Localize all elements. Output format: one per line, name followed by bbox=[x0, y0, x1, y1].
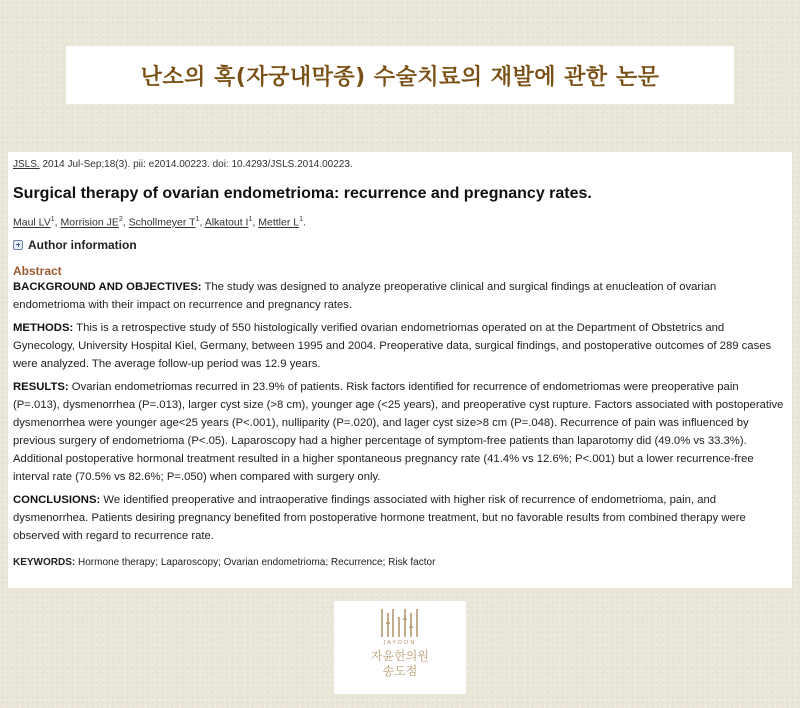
author-information-toggle[interactable] bbox=[13, 238, 786, 252]
abstract-section-background bbox=[13, 278, 786, 314]
author-link[interactable]: Mettler L bbox=[258, 216, 300, 229]
title-banner bbox=[66, 46, 734, 104]
citation-details: 2014 Jul-Sep;18(3). pii: e2014.00223. doi: 10.4293/JSLS.2014.00223. bbox=[39, 159, 353, 170]
section-text: We identified preoperative and intraoperative findings associated with higher risk of recurrence of endometrioma, pain, and dysmenorrhea. Patients desiring pregnancy benefited from postoperative hormone treatment, but no favorable results from combined therapy were observed with regard to recurrence rate. bbox=[13, 493, 746, 542]
clinic-name-line2: 송도점 bbox=[382, 664, 418, 678]
section-text: This is a retrospective study of 550 histologically verified ovarian endometriomas operated on at the Department of Obstetrics and Gynecology, University Hospital Kiel, Germany, between 1995 and 2004. Preoperative data, surgical findings, and postoperative outcomes of 289 cases were analyzed. The average follow-up period was 12.9 years. bbox=[13, 321, 772, 370]
author-affiliation: 1 bbox=[299, 216, 303, 223]
clinic-logo bbox=[334, 601, 466, 694]
section-text: The study was designed to analyze preoperative clinical and surgical findings at enucleation of ovarian endometrioma with their impact on recurrence and pregnancy rates. bbox=[13, 280, 717, 311]
abstract-section-conclusions bbox=[13, 491, 786, 545]
abstract-section-results bbox=[13, 378, 786, 486]
article-title: Surgical therapy of ovarian endometrioma: recurrence and pregnancy rates. bbox=[13, 185, 592, 202]
author-affiliation: 2 bbox=[118, 216, 123, 223]
banner-title: 난소의 혹(자궁내막종) 수술치료의 재발에 관한 논문 bbox=[140, 64, 660, 90]
abstract-section-methods bbox=[13, 319, 786, 373]
author-affiliation: 1 bbox=[248, 216, 253, 223]
author-information-label: Author information bbox=[28, 237, 137, 252]
logo-subtext: JAYOON bbox=[383, 640, 417, 646]
author-list: Maul $LV^1$, Morrision $JE^2$, Schollmeyer $T^1$, Alkatout $I^1$, Mettler $L^1$. bbox=[13, 216, 306, 229]
citation-line bbox=[13, 158, 786, 172]
logo-mark-icon bbox=[378, 607, 422, 639]
section-label: BACKGROUND AND OBJECTIVES: bbox=[13, 280, 202, 293]
section-label: RESULTS: bbox=[13, 380, 69, 393]
keywords-text: Hormone therapy; Laparoscopy; Ovarian endometrioma; Recurrence; Risk factor bbox=[75, 556, 436, 568]
keywords-line bbox=[13, 557, 786, 568]
section-text: Ovarian endometriomas recurred in 23.9% of patients. Risk factors identified for recurrence of endometriomas were preoperative pain (P=.013), dysmenorrhea (P=.013), larger cyst size (>8 cm), younger age (<25 years), and preoperative cyst rupture. Factors associated with postoperative dysmenorrhea were younger age<25 years (P<.001), nulliparity (P=.020), and lager cyst size>8 cm (P=.048). Recurrence of pain was influenced by previous surgery of endometrioma (P<.05). Laparoscopy had a higher percentage of symptom-free patients than laparotomy did (49.0% vs 33.3%). Additional postoperative hormonal treatment resulted in a higher spontaneous pregnancy rate (41.4% vs 12.6%; P<.001) but a lower recurrence-free interval rate (70.5% vs 82.6%; P=.050) when compared with surgery only. bbox=[13, 380, 784, 483]
journal-link[interactable]: JSLS. bbox=[13, 159, 40, 170]
clinic-name-line1: 자윤한의원 bbox=[371, 649, 429, 663]
author-affiliation: 1 bbox=[50, 216, 55, 223]
expand-plus-icon[interactable] bbox=[13, 240, 23, 250]
section-label: CONCLUSIONS: bbox=[13, 493, 101, 506]
author-link[interactable]: Maul LV bbox=[13, 216, 51, 229]
abstract-heading: Abstract bbox=[13, 263, 62, 278]
author-affiliation: 1 bbox=[195, 216, 200, 223]
author-link[interactable]: Alkatout I bbox=[204, 216, 249, 229]
section-label: METHODS: bbox=[13, 321, 74, 334]
clinic-name bbox=[371, 649, 429, 679]
keywords-label: KEYWORDS: bbox=[13, 556, 76, 568]
paper-abstract-panel bbox=[8, 152, 792, 588]
author-link[interactable]: Morrision JE bbox=[60, 216, 119, 229]
author-link[interactable]: Schollmeyer T bbox=[128, 216, 196, 229]
